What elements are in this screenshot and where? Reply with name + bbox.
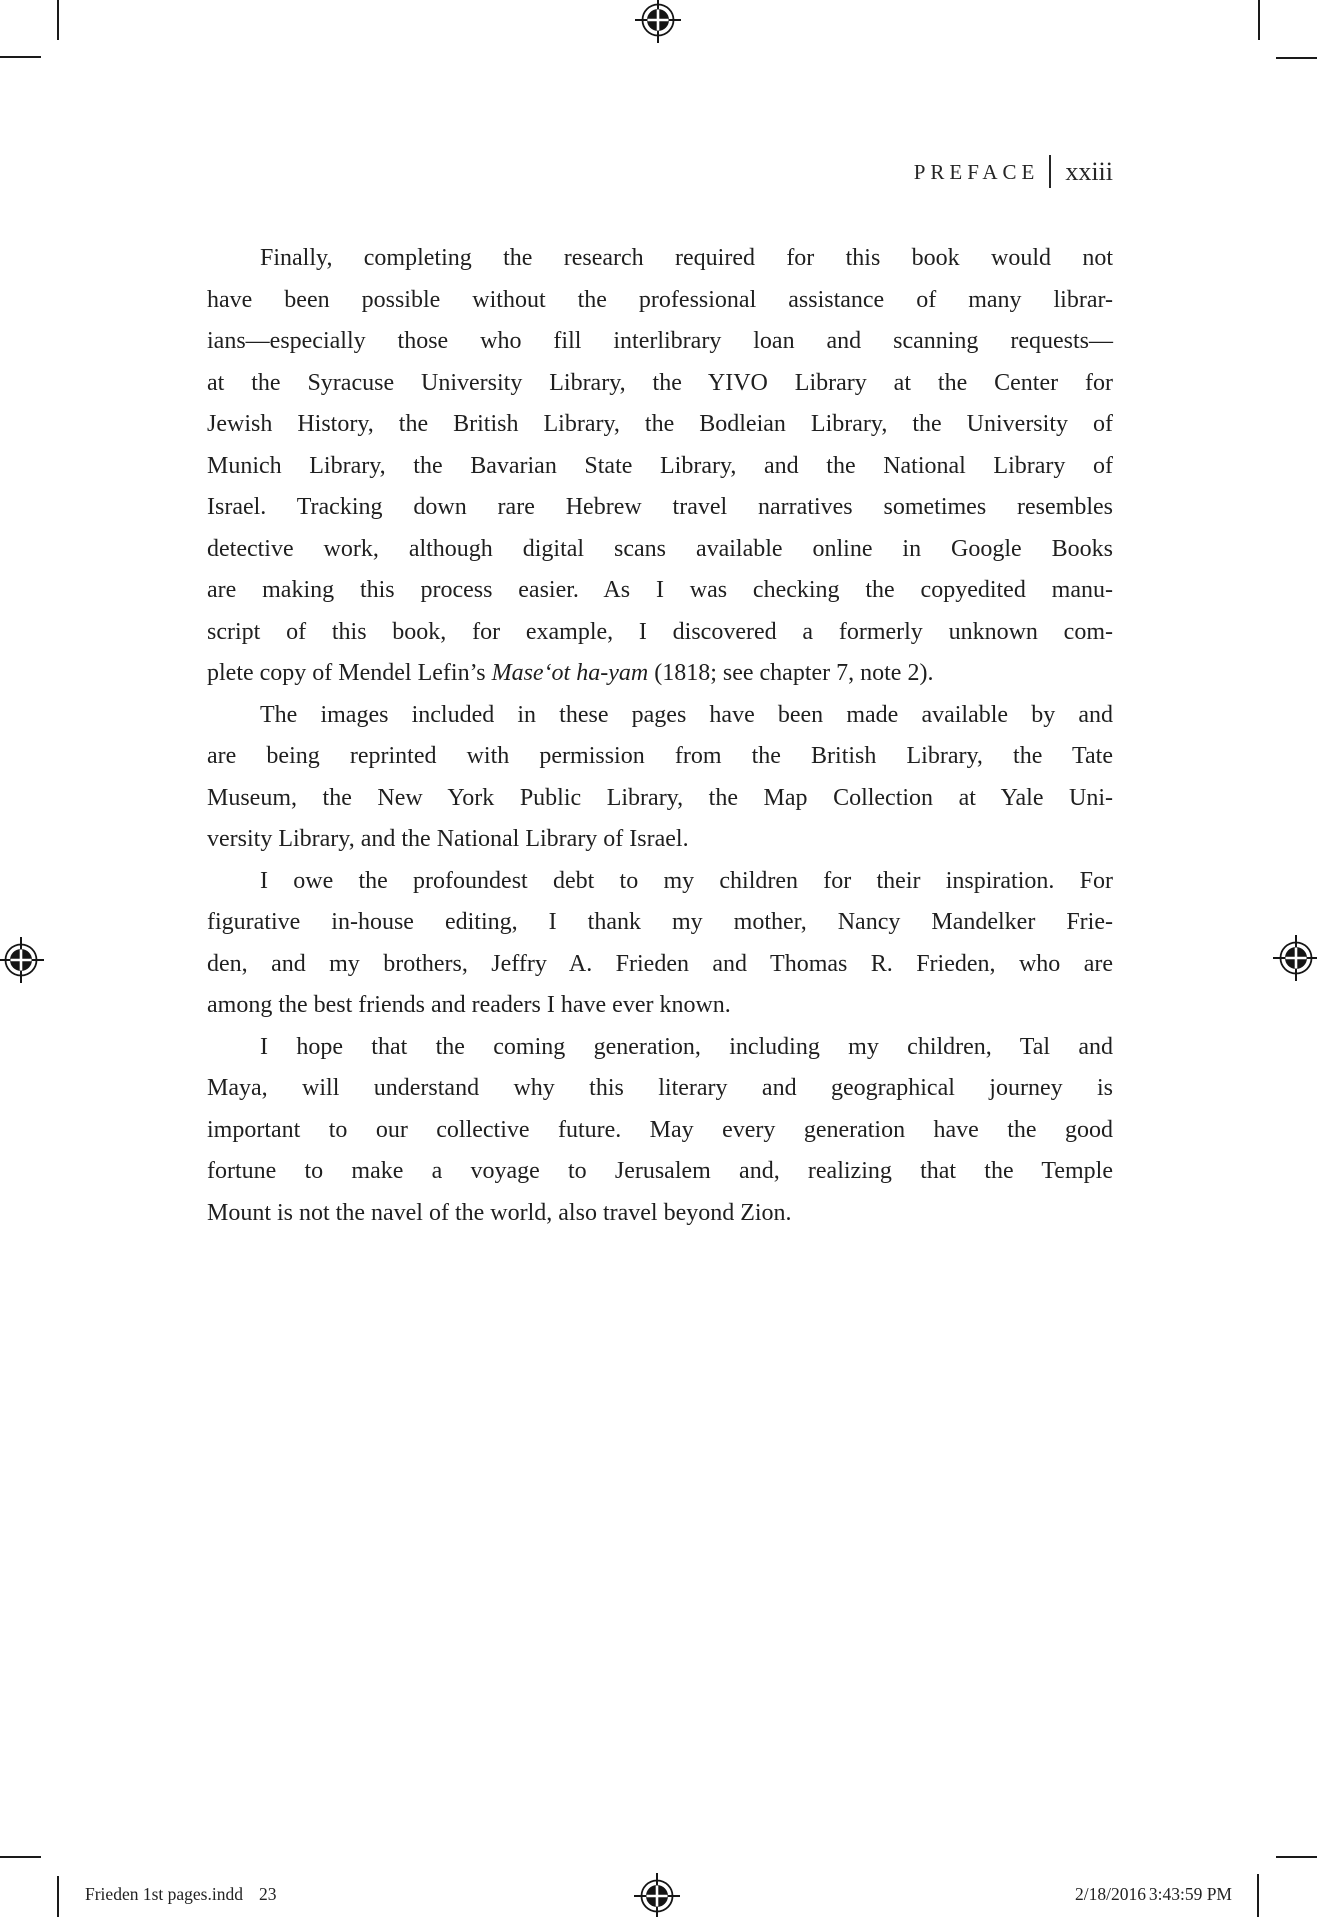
stamp-time: 3:43:59 PM [1148,1884,1232,1904]
text-line: Museum, the New York Public Library, the Map Collection at Yale Uni- [207,784,1113,811]
paragraph [207,238,1113,695]
text-line: Maya, will understand why this literary and geographical journey is [207,1075,1113,1101]
text-line: ians—especially those who fill interlibrary loan and scanning requests— [207,328,1113,354]
text-line: are being reprinted with permission from the British Library, the Tate [207,743,1113,769]
registration-mark-icon [1271,933,1317,983]
text-line: Mount is not the navel of the world, also travel beyond Zion. [207,1199,792,1226]
page-header [207,155,1113,188]
crop-mark-bottom-left-vertical [57,1876,59,1917]
text-line: The images included in these pages have been made available by and [260,701,1113,728]
crop-mark-top-right-vertical [1258,0,1260,40]
text-line: I owe the profoundest debt to my children for their inspiration. For [260,867,1113,894]
crop-mark-top-left-horizontal [0,56,41,58]
text-line: figurative in-house editing, I thank my mother, Nancy Mandelker Frie- [207,909,1113,935]
text-line: detective work, although digital scans available online in Google Books [207,535,1113,562]
text-line: Jewish History, the British Library, the Bodleian Library, the University of [207,411,1113,437]
text-line: at the Syracuse University Library, the YIVO Library at the Center for [207,369,1113,396]
text-line: Finally, completing the research required for this book would not [260,245,1113,271]
folio-number: xxiii [1065,156,1113,186]
registration-mark-icon [632,1871,682,1917]
text-line: plete copy of Mendel Lefin’s Mase‘ot ha-yam (1818; see chapter 7, note 2). [207,660,934,686]
section-label: PREFACE [913,160,1040,184]
paragraph [207,861,1113,1027]
registration-mark-icon [633,0,683,45]
text-line: fortune to make a voyage to Jerusalem and, realizing that the Temple [207,1158,1113,1184]
crop-mark-top-right-horizontal [1276,57,1317,59]
file-name: Frieden 1st pages.indd [85,1884,243,1904]
text-line: have been possible without the professional assistance of many librar- [207,286,1113,313]
crop-mark-bottom-right-vertical [1257,1874,1259,1917]
stamp-date: 2/18/2016 [1075,1884,1146,1904]
text-line: important to our collective future. May every generation have the good [207,1116,1113,1143]
registration-mark-icon [0,935,46,985]
text-line: Israel. Tracking down rare Hebrew travel narratives sometimes resembles [207,494,1113,520]
slug-page-number: 23 [258,1884,277,1904]
crop-mark-top-left-vertical [57,0,59,40]
body-text [207,238,1113,1234]
text-line: versity Library, and the National Library of Israel. [207,826,689,852]
text-line: Munich Library, the Bavarian State Library, and the National Library of [207,452,1113,479]
slug-line [85,1884,276,1904]
crop-mark-bottom-left-horizontal [0,1856,41,1858]
text-line: script of this book, for example, I discovered a formerly unknown com- [207,618,1113,645]
header-divider [1049,155,1051,188]
text-line: I hope that the coming generation, including my children, Tal and [260,1033,1113,1060]
text-line: among the best friends and readers I have ever known. [207,992,731,1018]
paragraph [207,695,1113,861]
crop-mark-bottom-right-horizontal [1276,1856,1317,1858]
text-line: den, and my brothers, Jeffry A. Frieden and Thomas R. Frieden, who are [207,950,1113,977]
paragraph [207,1027,1113,1235]
timestamp [1075,1884,1232,1904]
text-line: are making this process easier. As I was checking the copyedited manu- [207,577,1113,603]
